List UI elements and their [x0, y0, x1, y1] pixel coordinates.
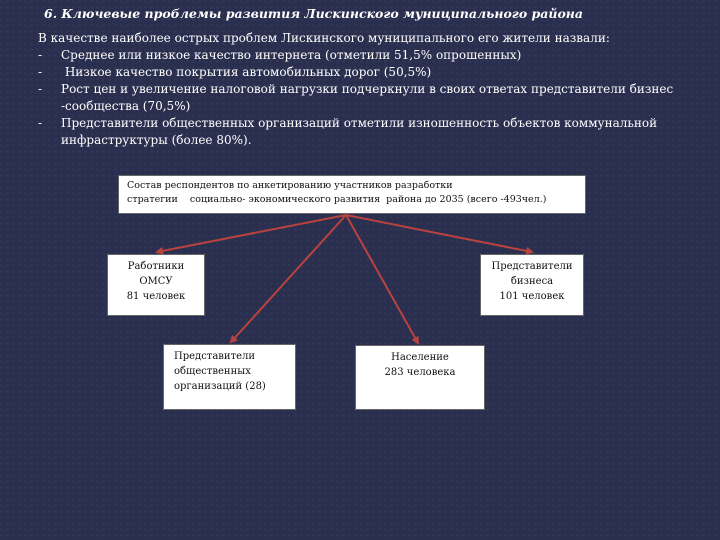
- intro-text: [38, 30, 698, 47]
- orgs-line-1: Представители: [174, 351, 256, 362]
- slide-title: 6. Ключевые проблемы развития Лискинского муниципального района: [44, 6, 584, 21]
- business-line-2: бизнеса: [510, 276, 554, 287]
- intro-line: В качестве наиболее острых проблем Лискинского муниципального его жители назвали:: [38, 31, 610, 45]
- problem-text: Рост цен и увеличение налоговой нагрузки подчеркнули в своих ответах представители бизнес -сообщества (70,5%): [61, 82, 674, 113]
- problem-text: Низкое качество покрытия автомобильных дорог (50,5%): [61, 65, 432, 79]
- public-organizations-box: [163, 344, 296, 410]
- population-box: [355, 345, 485, 410]
- business-representatives-box: [480, 254, 584, 316]
- omsu-line-3: 81 человек: [126, 291, 186, 302]
- respondents-root-box: [118, 175, 586, 214]
- arrow-to-population: [346, 215, 418, 343]
- problem-list: [38, 47, 698, 149]
- problem-item-prices: [38, 81, 698, 115]
- orgs-line-3: организаций (28): [174, 381, 266, 392]
- bullet-dash: -: [38, 82, 43, 96]
- business-line-1: Представители: [491, 261, 573, 272]
- root-line-1: Состав респондентов по анкетированию участников разработки: [127, 180, 453, 191]
- omsu-workers-box: [107, 254, 205, 316]
- problem-item-internet: [38, 47, 698, 64]
- population-line-1: Население: [391, 352, 449, 363]
- problem-item-roads: [38, 64, 698, 81]
- arrow-to-omsu: [157, 215, 346, 252]
- business-line-3: 101 человек: [499, 291, 565, 302]
- problem-text: Среднее или низкое качество интернета (отметили 51,5% опрошенных): [61, 48, 522, 62]
- bullet-dash: -: [38, 48, 43, 62]
- bullet-dash: -: [38, 65, 43, 79]
- problem-text: Представители общественных организаций отметили изношенность объектов коммунальной инфраструктуры (более 80%).: [61, 116, 658, 147]
- problem-item-infrastructure: [38, 115, 698, 149]
- arrow-to-orgs: [231, 215, 346, 342]
- root-line-2: стратегии социально- экономического развития района до 2035 (всего -493чел.): [127, 194, 547, 205]
- omsu-line-1: Работники: [127, 261, 185, 272]
- arrow-to-business: [346, 215, 532, 252]
- omsu-line-2: ОМСУ: [139, 276, 173, 287]
- orgs-line-2: общественных: [174, 366, 251, 377]
- bullet-dash: -: [38, 116, 43, 130]
- population-line-2: 283 человека: [384, 367, 456, 378]
